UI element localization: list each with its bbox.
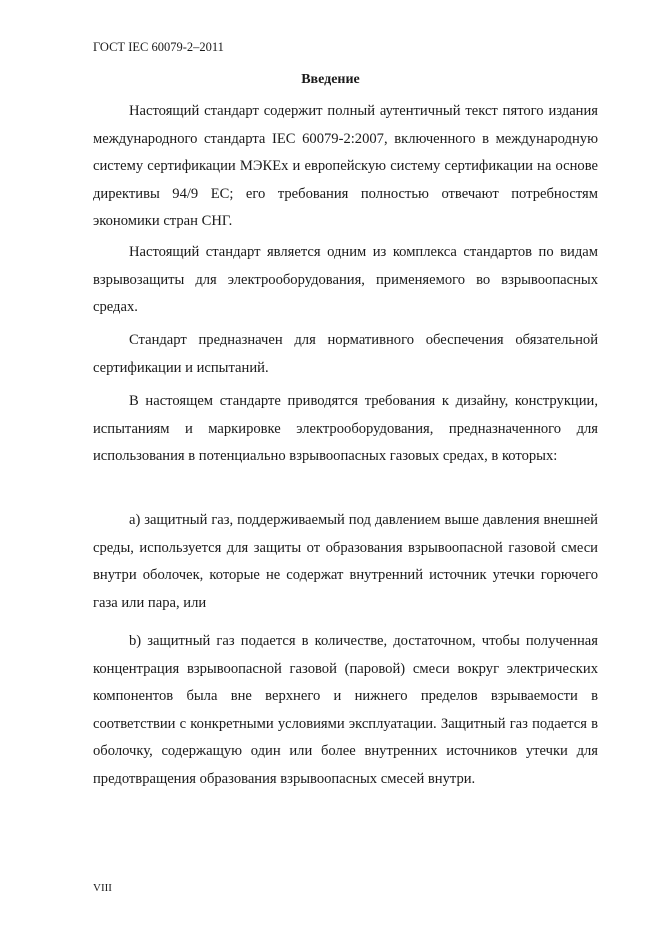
paragraph-requirements: В настоящем стандарте приводятся требования к дизайну, конструкции, испытаниям и маркировке электрооборудования, предназначенного для использования в потенциально взрывоопасных газовых средах, в которых: <box>93 393 598 464</box>
page-number: VIII <box>93 882 112 894</box>
document-code: ГОСТ IEC 60079-2–2011 <box>93 40 224 54</box>
list-item-a: a) защитный газ, поддерживаемый под давлением выше давления внешней среды, используется для защиты от образования взрывоопасной газовой смеси внутри оболочек, которые не содержат внутренний источник утечки горючего газа или пара, или <box>93 512 598 611</box>
paragraph-scope: Настоящий стандарт является одним из комплекса стандартов по видам взрывозащиты для электрооборудования, применяемого во взрывоопасных средах. <box>93 244 598 315</box>
paragraph-intro: Настоящий стандарт содержит полный аутентичный текст пятого издания международного стандарта IEC 60079-2:2007, включенного в международную систему сертификации МЭКЕх и европейскую систему сертификации на основе директивы 94/9 ЕС; его требования полностью отвечают потребностям экономики стран СНГ. <box>93 103 598 229</box>
list-item-b: b) защитный газ подается в количестве, достаточном, чтобы полученная концентрация взрывоопасной газовой (паровой) смеси вокруг электрических компонентов была вне верхнего и нижнего пределов взрываемости в соответствии с конкретными условиями эксплуатации. Защитный газ подается в оболочку, содержащую один или более внутренних источников утечки для предотвращения образования взрывоопасных смесей внутри. <box>93 633 598 787</box>
paragraph-purpose: Стандарт предназначен для нормативного обеспечения обязательной сертификации и испытаний. <box>93 332 598 376</box>
section-title: Введение <box>301 72 360 87</box>
